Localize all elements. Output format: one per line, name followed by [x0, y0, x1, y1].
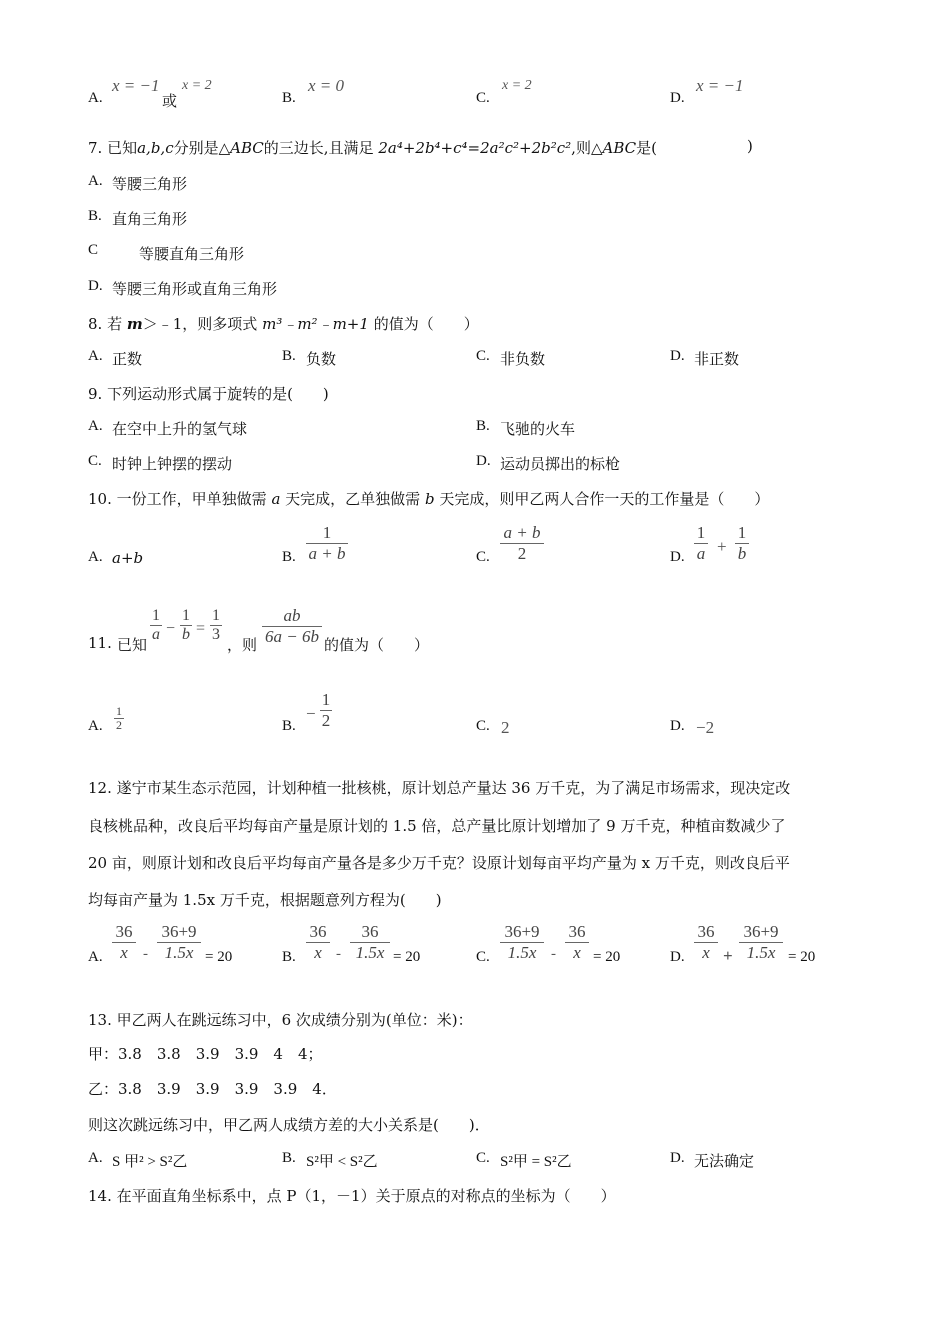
q13-line-1: 13. 甲乙两人在跳远练习中，6 次成绩分别为(单位：米)： [88, 1011, 473, 1029]
q12-option-a-label: A. [88, 949, 103, 965]
numerator: 36+9 [504, 922, 540, 941]
q8-m: m [126, 315, 143, 333]
q11-option-b-label: B. [282, 718, 296, 734]
denominator: x [573, 943, 581, 962]
q12-option-c-op: - [551, 946, 556, 962]
q7-option-d-text: 等腰三角形或直角三角形 [112, 280, 278, 298]
numerator: 36 [568, 922, 586, 941]
q10-p3: 天完成，则甲乙两人合作一天的工作量是（ ） [439, 490, 770, 508]
q11-f4-numerator: ab [283, 606, 301, 625]
q11-fraction4 [262, 606, 322, 647]
q8-number: 8. [88, 315, 103, 333]
q10-option-d-fraction2 [735, 523, 749, 564]
q11-f2-numerator: 1 [182, 607, 190, 624]
q10-option-b-denominator: a + b [308, 544, 346, 563]
q8-option-d-label: D. [670, 348, 685, 364]
numerator: 36 [115, 922, 133, 941]
q9-option-a-text: 在空中上升的氢气球 [112, 420, 248, 438]
q12-line-2: 良核桃品种，改良后平均每亩产量是原计划的 1.5 倍，总产量比原计划增加了 9 万千克，种植亩数减少了 [88, 817, 786, 835]
q11-option-c-label: C. [476, 718, 490, 734]
q10-b: b [424, 490, 435, 508]
q12-option-c-rhs: = 20 [593, 949, 621, 965]
q11-option-b-denominator: 2 [321, 711, 331, 730]
q13-option-d-text: 无法确定 [694, 1152, 755, 1170]
q13-line-2: 甲：3.8 3.8 3.9 3.9 4 4； [88, 1045, 323, 1063]
q13-line-4: 则这次跳远练习中，甲乙两人成绩方差的大小关系是( )． [88, 1116, 490, 1134]
q10-number: 10. [88, 490, 112, 508]
q6-option-a-math: x = −1 [112, 76, 160, 95]
q6-option-c-math: x = 2 [502, 78, 532, 93]
q8-option-b-label: B. [282, 348, 296, 364]
q11-option-a-fraction [114, 705, 124, 732]
q7-abc2: ABC [602, 139, 637, 157]
denominator: 1.5x [164, 943, 194, 962]
q10-option-b-numerator: 1 [322, 523, 332, 542]
q12-option-d-fraction1 [694, 922, 718, 963]
numerator: 36+9 [161, 922, 197, 941]
q7-end: 是( [636, 139, 657, 157]
denominator: x [702, 943, 710, 962]
q12-line-4: 均每亩产量为 1.5x 万千克，根据题意列方程为( ) [88, 891, 442, 909]
q12-option-b-rhs: = 20 [393, 949, 421, 965]
q9-option-b-label: B. [476, 418, 490, 434]
q10-p2: 天完成，乙单独做需 [285, 490, 421, 508]
denominator: 1.5x [746, 943, 776, 962]
q10-option-c-label: C. [476, 549, 490, 565]
numerator: 36 [697, 922, 715, 941]
q7-number: 7. [88, 139, 103, 157]
q10-stem [88, 488, 769, 509]
q8-cond: ＞﹣1，则多项式 [142, 315, 258, 333]
q12-option-d-rhs: = 20 [788, 949, 816, 965]
q11-end: 的值为（ ） [324, 636, 430, 654]
q10-option-b-fraction [306, 523, 348, 564]
q11-f1-denominator: a [152, 626, 160, 643]
q12-option-b-op: - [336, 946, 341, 962]
q12-line-3: 20 亩，则原计划和改良后平均每亩产量各是多少万千克？设原计划每亩平均产量为 x 万千克，则改良后平 [88, 854, 790, 872]
q6-option-a-or: 或 [162, 92, 178, 110]
q12-option-a-fraction1 [112, 922, 136, 963]
q7-mid2: 的三边长,且满足 [263, 139, 374, 157]
q11-option-d-text: −2 [696, 718, 715, 737]
q9-stem: 9. 下列运动形式属于旋转的是( ) [88, 385, 329, 403]
q12-option-c-fraction2 [565, 922, 589, 963]
q12-option-b-fraction2 [350, 922, 390, 963]
q11-number: 11. [88, 634, 112, 652]
q13-option-d-label: D. [670, 1150, 685, 1166]
q10-a: a [271, 490, 281, 508]
q13-option-a-label: A. [88, 1150, 103, 1166]
q9-option-c-label: C. [88, 453, 102, 469]
q8-option-c-text: 非负数 [500, 350, 546, 368]
q10-p1: 一份工作，甲单独做需 [116, 490, 267, 508]
q6-option-a-math2: x = 2 [182, 78, 212, 93]
q10-option-d-numerator2: 1 [737, 523, 747, 542]
q7-pre: 已知 [107, 139, 138, 157]
q12-option-b-label: B. [282, 949, 296, 965]
q7-option-c-label: C [88, 242, 99, 258]
q7-vars: a,b,c [137, 139, 174, 157]
q12-option-c-label: C. [476, 949, 490, 965]
q10-option-d-denominator1: a [696, 544, 706, 563]
q12-line-1: 12. 遂宁市某生态示范园，计划种植一批核桃，原计划总产量达 36 万千克，为了满足市场需求，现决定改 [88, 779, 791, 797]
q11-option-d-label: D. [670, 718, 685, 734]
q6-option-b-label: B. [282, 90, 296, 106]
q11-option-b-fraction [320, 690, 332, 731]
q8-option-c-label: C. [476, 348, 490, 364]
q11-fraction1 [150, 607, 162, 644]
q11-f1-numerator: 1 [152, 607, 160, 624]
q9-option-b-text: 飞驰的火车 [500, 420, 576, 438]
q12-option-c-fraction1 [500, 922, 544, 963]
denominator: x [120, 943, 128, 962]
q7-abc: ABC [230, 139, 264, 157]
q13-line-3: 乙：3.8 3.9 3.9 3.9 3.9 4． [88, 1080, 337, 1098]
q9-option-a-label: A. [88, 418, 103, 434]
q12-option-a-op: - [143, 946, 148, 962]
q11-equals: = [196, 620, 206, 637]
q6-option-b-math: x = 0 [308, 76, 345, 95]
q10-option-d-denominator2: b [737, 544, 747, 563]
q10-option-c-fraction [500, 523, 544, 564]
q10-option-c-denominator: 2 [517, 544, 527, 563]
q8-option-b-text: 负数 [306, 350, 337, 368]
q9-option-c-text: 时钟上钟摆的摆动 [112, 455, 233, 473]
q12-option-a-rhs: = 20 [205, 949, 233, 965]
q11-option-a-label: A. [88, 718, 103, 734]
q9-option-d-text: 运动员掷出的标枪 [500, 455, 621, 473]
q13-option-c-label: C. [476, 1150, 490, 1166]
q7-option-b-label: B. [88, 208, 102, 224]
q7-option-a-label: A. [88, 173, 103, 189]
q10-option-d-label: D. [670, 549, 685, 565]
q7-stem [88, 137, 657, 158]
q7-option-d-label: D. [88, 278, 103, 294]
q11-mid: ，则 [227, 636, 258, 654]
q11-pre: 已知 [117, 636, 148, 654]
q9-option-d-label: D. [476, 453, 491, 469]
q10-option-a-label: A. [88, 549, 103, 565]
numerator: 36 [361, 922, 379, 941]
q11-f4-denominator: 6a − 6b [265, 627, 319, 646]
q11-option-a-numerator: 1 [116, 704, 122, 718]
q13-option-b-text: S²甲 < S²乙 [306, 1154, 378, 1170]
q10-option-a-text: a+b [112, 549, 144, 567]
q11-option-a-denominator: 2 [116, 718, 122, 732]
q7-tail: ,则△ [571, 139, 603, 157]
q8-option-d-text: 非正数 [694, 350, 740, 368]
denominator: 1.5x [355, 943, 385, 962]
q11-option-b-numerator: 1 [321, 690, 331, 709]
q11-f2-denominator: b [182, 626, 190, 643]
q13-option-b-label: B. [282, 1150, 296, 1166]
q10-option-c-numerator: a + b [503, 523, 541, 542]
q7-close-paren: ) [747, 137, 753, 155]
q11-option-b-sign: − [306, 704, 316, 723]
q13-option-c-text: S²甲 = S²乙 [500, 1154, 572, 1170]
q11-fraction2 [180, 607, 192, 644]
q12-option-b-fraction1 [306, 922, 330, 963]
q11-minus: − [166, 620, 176, 637]
q7-option-c-text: 等腰直角三角形 [139, 245, 245, 263]
q6-option-d-label: D. [670, 90, 685, 106]
q11-option-c-text: 2 [501, 718, 510, 737]
q11-fraction3 [210, 607, 222, 644]
q7-option-b-text: 直角三角形 [112, 210, 188, 228]
q8-option-a-label: A. [88, 348, 103, 364]
denominator: x [314, 943, 322, 962]
q10-option-d-numerator1: 1 [696, 523, 706, 542]
q14-stem: 14. 在平面直角坐标系中，点 P（1，－1）关于原点的对称点的坐标为（ ） [88, 1187, 616, 1205]
q8-end: 的值为（ ） [373, 315, 479, 333]
q11-f3-denominator: 3 [212, 626, 220, 643]
q10-option-d-plus: + [717, 537, 727, 556]
q8-option-a-text: 正数 [112, 350, 143, 368]
q12-option-d-op: + [723, 946, 733, 965]
q6-option-d-math: x = −1 [696, 76, 744, 95]
q13-option-a-text: S 甲² > S²乙 [112, 1154, 188, 1170]
q7-mid: 分别是△ [173, 139, 231, 157]
q10-option-d-fraction1 [694, 523, 708, 564]
q8-poly: m³﹣m²﹣m+1 [262, 315, 369, 333]
q11-f3-numerator: 1 [212, 607, 220, 624]
q6-option-c-label: C. [476, 90, 490, 106]
q12-option-d-fraction2 [739, 922, 783, 963]
q12-option-d-label: D. [670, 949, 685, 965]
q8-stem [88, 313, 479, 334]
q10-option-b-label: B. [282, 549, 296, 565]
numerator: 36+9 [743, 922, 779, 941]
q6-option-a-label: A. [88, 90, 103, 106]
q7-option-a-text: 等腰三角形 [112, 175, 188, 193]
numerator: 36 [309, 922, 327, 941]
q8-pre: 若 [107, 315, 123, 333]
q7-equation: 2a⁴+2b⁴+c⁴=2a²c²+2b²c² [378, 139, 572, 157]
denominator: 1.5x [507, 943, 537, 962]
q12-option-a-fraction2 [157, 922, 201, 963]
